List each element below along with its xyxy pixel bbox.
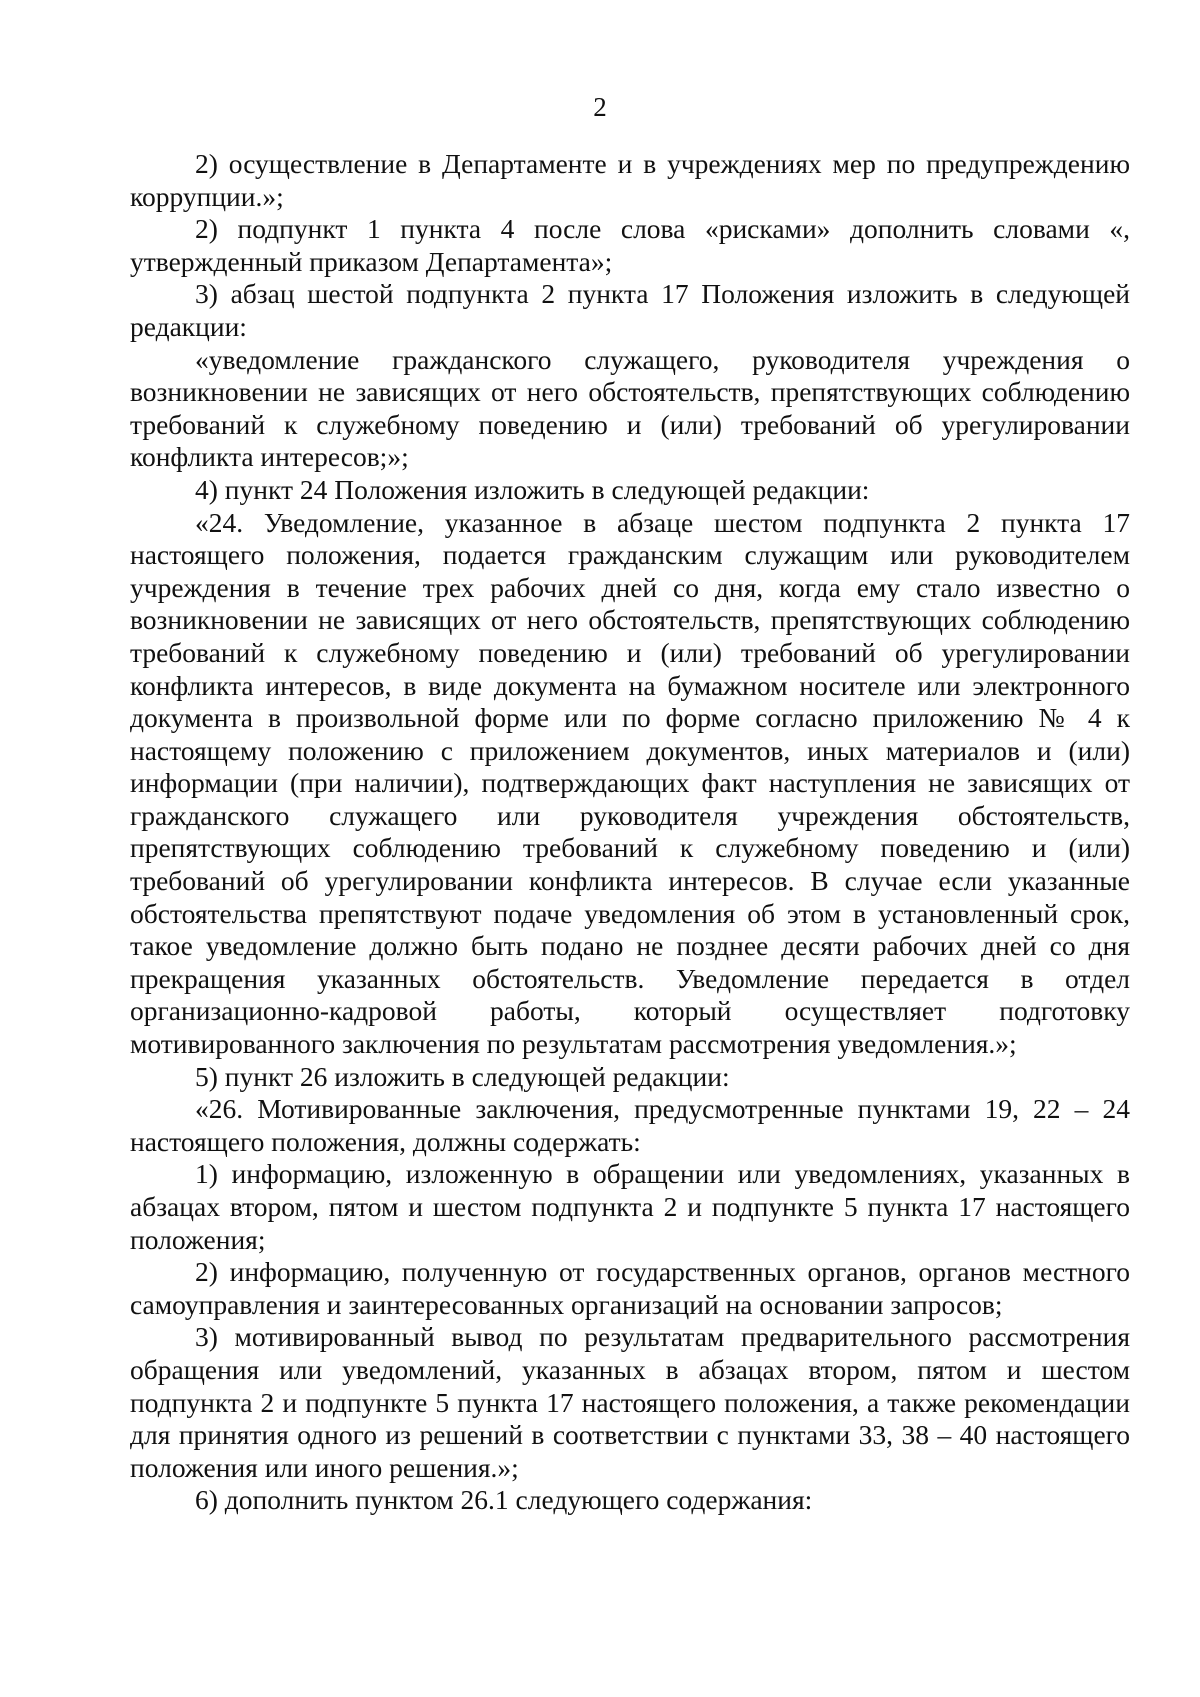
paragraph: 2) подпункт 1 пункта 4 после слова «рисками» дополнить словами «, утвержденный приказом Департамента»; [130, 213, 1130, 277]
document-body [130, 148, 1130, 1517]
paragraph: 1) информацию, изложенную в обращении или уведомлениях, указанных в абзацах втором, пятом и шестом подпункта 2 и подпункте 5 пункта 17 настоящего положения; [130, 1158, 1130, 1255]
paragraph: 5) пункт 26 изложить в следующей редакции: [195, 1060, 730, 1092]
paragraph: 3) абзац шестой подпункта 2 пункта 17 Положения изложить в следующей редакции: [130, 278, 1130, 342]
page-number: 2 [593, 92, 607, 122]
paragraph: «уведомление гражданского служащего, руководителя учреждения о возникновении не зависящих от него обстоятельств, препятствующих соблюдению требований к служебному поведению и (или) требований об урегулировании конфликта интересов;»; [130, 343, 1130, 473]
paragraph: 6) дополнить пунктом 26.1 следующего содержания: [195, 1484, 813, 1516]
paragraph: 4) пункт 24 Положения изложить в следующей редакции: [195, 473, 870, 505]
paragraph: 3) мотивированный вывод по результатам предварительного рассмотрения обращения или уведомлений, указанных в абзацах втором, пятом и шестом подпункта 2 и подпункте 5 пункта 17 настоящего положения, а также рекомендации для принятия одного из решений в соответствии с пунктами 33, 38 – 40 настоящего положения или иного решения.»; [130, 1321, 1130, 1483]
paragraph: 2) информацию, полученную от государственных органов, органов местного самоуправления и заинтересованных организаций на основании запросов; [130, 1256, 1130, 1320]
paragraph: «26. Мотивированные заключения, предусмотренные пунктами 19, 22 – 24 настоящего положения, должны содержать: [130, 1093, 1130, 1157]
paragraph: «24. Уведомление, указанное в абзаце шестом подпункта 2 пункта 17 настоящего положения, подается гражданским служащим или руководителем учреждения в течение трех рабочих дней со дня, когда ему стало известно о возникновении не зависящих от него обстоятельств, препятствующих соблюдению требований к служебному поведению и (или) требований об урегулировании конфликта интересов, в виде документа на бумажном носителе или электронного документа в произвольной форме или по форме согласно приложению № 4 к настоящему положению с приложением документов, иных материалов и (или) информации (при наличии), подтверждающих факт наступления не зависящих от гражданского служащего или руководителя учреждения обстоятельств, препятствующих соблюдению требований к служебному поведению и (или) требований об урегулировании конфликта интересов. В случае если указанные обстоятельства препятствуют подаче уведомления об этом в установленный срок, такое уведомление должно быть подано не позднее десяти рабочих дней со дня прекращения указанных обстоятельств. Уведомление передается в отдел организационно-кадровой работы, который осуществляет подготовку мотивированного заключения по результатам рассмотрения уведомления.»; [130, 506, 1130, 1060]
paragraph: 2) осуществление в Департаменте и в учреждениях мер по предупреждению коррупции.»; [130, 148, 1130, 212]
